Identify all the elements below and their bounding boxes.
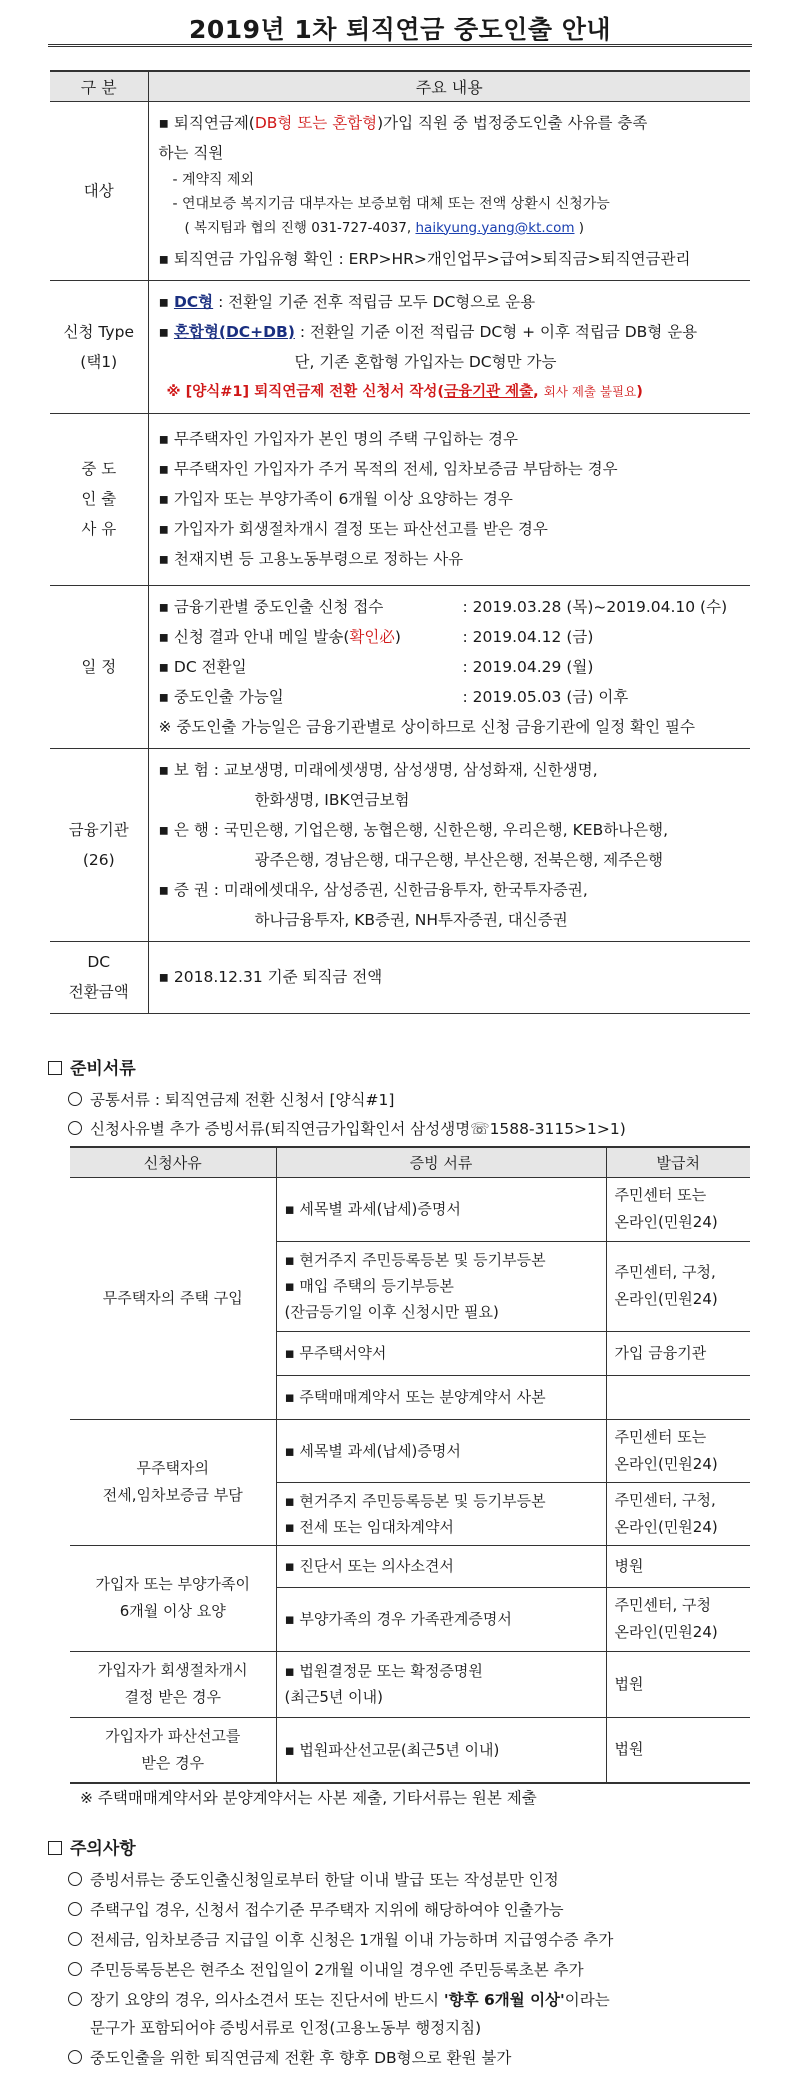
table-row	[70, 1177, 750, 1241]
reason-bankrupt: 가입자가 파산선고를 받은 경우	[70, 1717, 276, 1783]
schedule-row: ▪ DC 전환일 : 2019.04.29 (월)	[158, 657, 594, 676]
reason-rehab: 가입자가 회생절차개시 결정 받은 경우	[70, 1651, 276, 1717]
category-target: 대상	[50, 101, 148, 280]
doc-cell: ▪ 현거주지 주민등록등본 및 등기부등본 ▪ 전세 또는 임대차계약서	[276, 1482, 606, 1545]
category-schedule: 일 정	[50, 585, 148, 748]
content-target	[148, 101, 750, 280]
issuer-cell: 주민센터, 구청, 온라인(민원24)	[606, 1482, 750, 1545]
doc-cell: ▪ 법원결정문 또는 확정증명원 (최근5년 이내)	[276, 1651, 606, 1717]
docs-extra-line: 신청사유별 추가 증빙서류(퇴직연금가입확인서 삼성생명☏1588-3115>1>1)	[68, 1117, 626, 1139]
email-link[interactable]: haikyung.yang@kt.com	[415, 219, 575, 236]
issuer-cell: 병원	[606, 1545, 750, 1587]
category-type: 신청 Type (택1)	[50, 280, 148, 413]
issuer-cell	[606, 1375, 750, 1419]
insurance-list-cont: 한화생명, IBK연금보험	[254, 790, 410, 809]
caution-item-last: 중도인출을 위한 퇴직연금제 전환 후 향후 DB형으로 환원 불가	[68, 2046, 511, 2068]
content-reason	[148, 413, 750, 585]
reason-item: ▪ 가입자 또는 부양가족이 6개월 이상 요양하는 경우	[158, 490, 513, 508]
table-row	[70, 1717, 750, 1783]
type-form-note: ※ [양식#1] 퇴직연금제 전환 신청서 작성(금융기관 제출, 회사 제출 불필요)	[166, 383, 643, 400]
category-reason: 중 도 인 출 사 유	[50, 413, 148, 585]
content-institutions	[148, 748, 750, 941]
docs-common-line: 공통서류 : 퇴직연금제 전환 신청서 [양식#1]	[68, 1088, 394, 1110]
square-bullet-icon	[48, 1061, 62, 1075]
header-docs: 증빙 서류	[276, 1147, 606, 1177]
securities-list-cont: 하나금융투자, KB증권, NH투자증권, 대신증권	[254, 910, 568, 929]
securities-list: ▪ 증 권 : 미래에셋대우, 삼성증권, 신한금융투자, 한국투자증권,	[158, 880, 588, 899]
reason-home: 무주택자의 주택 구입	[70, 1177, 276, 1419]
circle-bullet-icon	[68, 1932, 82, 1946]
docs-table-header	[70, 1147, 750, 1177]
schedule-row: ▪ 중도인출 가능일 : 2019.05.03 (금) 이후	[158, 687, 629, 706]
row-type	[50, 280, 750, 413]
type-mix: ▪ 혼합형(DC+DB) : 전환일 기준 이전 적립금 DC형 + 이후 적립금 DB형 운용	[158, 322, 698, 341]
target-line1: ▪ 퇴직연금제(DB형 또는 혼합형)가입 직원 중 법정중도인출 사유를 충족	[158, 113, 648, 132]
issuer-cell: 주민센터, 구청 온라인(민원24)	[606, 1587, 750, 1651]
reason-item: ▪ 천재지변 등 고용노동부령으로 정하는 사유	[158, 550, 464, 568]
doc-cell: ▪ 세목별 과세(납세)증명서	[276, 1177, 606, 1241]
type-dc: ▪ DC형 : 전환일 기준 전후 적립금 모두 DC형으로 운용	[158, 292, 536, 311]
doc-cell: ▪ 진단서 또는 의사소견서	[276, 1545, 606, 1587]
main-table-header	[50, 71, 750, 101]
row-reason	[50, 413, 750, 585]
caution-item: 주택구입 경우, 신청서 접수기준 무주택자 지위에 해당하여야 인출가능	[68, 1898, 564, 1920]
content-type	[148, 280, 750, 413]
title-divider	[48, 44, 752, 47]
caution-item-long: 장기 요양의 경우, 의사소견서 또는 진단서에 반드시 '향후 6개월 이상'이라는	[68, 1988, 610, 2010]
reason-item: ▪ 무주택자인 가입자가 주거 목적의 전세, 임차보증금 부담하는 경우	[158, 460, 618, 478]
caution-section-heading: 주의사항	[48, 1834, 136, 1859]
docs-note: ※ 주택매매계약서와 분양계약서는 사본 제출, 기타서류는 원본 제출	[80, 1789, 537, 1807]
doc-cell: ▪ 현거주지 주민등록등본 및 등기부등본 ▪ 매입 주택의 등기부등본 (잔금등기일 이후 신청시만 필요)	[276, 1241, 606, 1331]
table-row	[70, 1545, 750, 1587]
header-issuer: 발급처	[606, 1147, 750, 1177]
caution-item-long-cont: 문구가 포함되어야 증빙서류로 인정(고용노동부 행정지침)	[90, 2019, 482, 2037]
docs-table	[70, 1146, 750, 1784]
issuer-cell: 주민센터 또는 온라인(민원24)	[606, 1177, 750, 1241]
circle-bullet-icon	[68, 2050, 82, 2064]
circle-bullet-icon	[68, 1121, 82, 1135]
schedule-note: ※ 중도인출 가능일은 금융기관별로 상이하므로 신청 금융기관에 일정 확인 필수	[158, 717, 695, 736]
docs-section-heading: 준비서류	[48, 1054, 136, 1079]
circle-bullet-icon	[68, 1962, 82, 1976]
category-institutions: 금융기관 (26)	[50, 748, 148, 941]
reason-item: ▪ 무주택자인 가입자가 본인 명의 주택 구입하는 경우	[158, 430, 518, 448]
doc-cell: ▪ 무주택서약서	[276, 1331, 606, 1375]
header-content: 주요 내용	[148, 71, 750, 101]
doc-cell: ▪ 법원파산선고문(최근5년 이내)	[276, 1717, 606, 1783]
table-row	[70, 1419, 750, 1482]
row-institutions	[50, 748, 750, 941]
page-title: 2019년 1차 퇴직연금 중도인출 안내	[188, 15, 612, 44]
main-info-table	[50, 70, 750, 1014]
issuer-cell: 주민센터 또는 온라인(민원24)	[606, 1419, 750, 1482]
content-schedule	[148, 585, 750, 748]
type-mix-note: 단, 기존 혼합형 가입자는 DC형만 가능	[294, 352, 557, 371]
doc-cell: ▪ 세목별 과세(납세)증명서	[276, 1419, 606, 1482]
circle-bullet-icon	[68, 1872, 82, 1886]
circle-bullet-icon	[68, 1992, 82, 2006]
target-line3: ▪ 퇴직연금 가입유형 확인 : ERP>HR>개인업무>급여>퇴직금>퇴직연금관리	[158, 249, 691, 268]
header-reason: 신청사유	[70, 1147, 276, 1177]
doc-cell: ▪ 주택매매계약서 또는 분양계약서 사본	[276, 1375, 606, 1419]
reason-lease: 무주택자의 전세,임차보증금 부담	[70, 1419, 276, 1545]
content-dc-amount: ▪ 2018.12.31 기준 퇴직금 전액	[148, 941, 750, 1013]
issuer-cell: 주민센터, 구청, 온라인(민원24)	[606, 1241, 750, 1331]
reason-care: 가입자 또는 부양가족이 6개월 이상 요양	[70, 1545, 276, 1651]
reason-item: ▪ 가입자가 회생절차개시 결정 또는 파산선고를 받은 경우	[158, 520, 548, 538]
category-dc-amount: DC 전환금액	[50, 941, 148, 1013]
issuer-cell: 법원	[606, 1717, 750, 1783]
doc-cell: ▪ 부양가족의 경우 가족관계증명서	[276, 1587, 606, 1651]
caution-item: 주민등록등본은 현주소 전입일이 2개월 이내일 경우엔 주민등록초본 추가	[68, 1958, 584, 1980]
square-bullet-icon	[48, 1841, 62, 1855]
schedule-row: ▪ 금융기관별 중도인출 신청 접수 : 2019.03.28 (목)~2019.04.10 (수)	[158, 597, 728, 616]
table-row	[70, 1651, 750, 1717]
issuer-cell: 법원	[606, 1651, 750, 1717]
target-sub1: - 계약직 제외	[172, 171, 255, 188]
bank-list: ▪ 은 행 : 국민은행, 기업은행, 농협은행, 신한은행, 우리은행, KEB하나은행,	[158, 820, 669, 839]
row-schedule	[50, 585, 750, 748]
bank-list-cont: 광주은행, 경남은행, 대구은행, 부산은행, 전북은행, 제주은행	[254, 850, 664, 869]
target-line2: 하는 직원	[158, 143, 224, 162]
header-category: 구 분	[50, 71, 148, 101]
issuer-cell: 가입 금융기관	[606, 1331, 750, 1375]
circle-bullet-icon	[68, 1092, 82, 1106]
insurance-list: ▪ 보 험 : 교보생명, 미래에셋생명, 삼성생명, 삼성화재, 신한생명,	[158, 760, 598, 779]
target-sub3: ( 복지팀과 협의 진행 031-727-4037, haikyung.yang@kt.com )	[184, 219, 585, 236]
target-sub2: - 연대보증 복지기금 대부자는 보증보험 대체 또는 전액 상환시 신청가능	[172, 195, 610, 212]
row-dc-amount	[50, 941, 750, 1013]
circle-bullet-icon	[68, 1902, 82, 1916]
row-target	[50, 101, 750, 280]
caution-item: 전세금, 임차보증금 지급일 이후 신청은 1개월 이내 가능하며 지급영수증 추가	[68, 1928, 613, 1950]
schedule-row: ▪ 신청 결과 안내 메일 발송(확인必) : 2019.04.12 (금)	[158, 627, 594, 646]
caution-item: 증빙서류는 중도인출신청일로부터 한달 이내 발급 또는 작성분만 인정	[68, 1868, 559, 1890]
